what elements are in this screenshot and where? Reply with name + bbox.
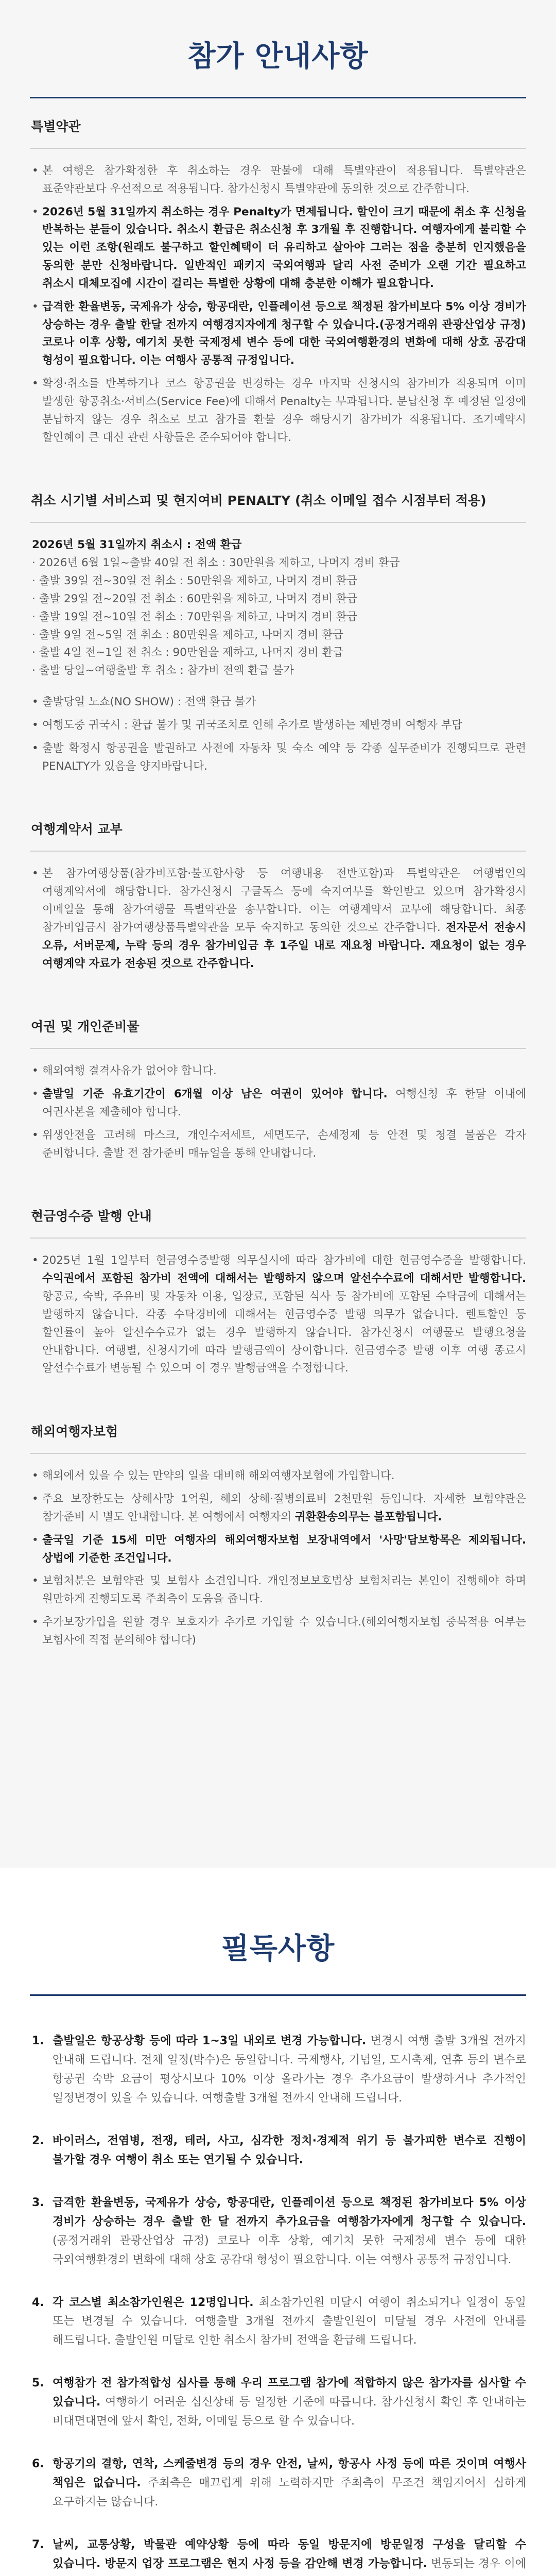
penalty-line: · 출발 39일 전~30일 전 취소 : 50만원을 제하고, 나머지 경비 환급	[32, 574, 358, 588]
info-group	[30, 1167, 526, 1378]
penalty-line: 2026년 5월 31일까지 취소시 : 전액 환급	[32, 538, 242, 552]
item-lead: 출발일은 항공상황 등에 따라 1~3일 내외로 변경 가능합니다.	[53, 2035, 367, 2047]
item-lead: 급격한 환율변동, 국제유가 상승, 항공대란, 인플레이션 등으로 책정된 참가비보다 5% 이상 경비가 상승하는 경우 출발 한 달 전까지 추가요금을 여행참가자에게 청구할 수 있습니다.	[53, 2196, 526, 2228]
info-group	[30, 1383, 526, 1649]
body-text: 출발 확정시 항공권을 발권하고 사전에 자동차 및 숙소 예약 등 각종 실무준비가 진행되므로 관련 PENALTY가 있음을 양지바랍니다.	[42, 741, 526, 773]
emphasis-text: 전자문서 전송시 오류, 서버문제, 누락 등의 경우 참가비입금 후 1주일 내로 재요청 바랍니다. 재요청이 없는 경우 여행계약 자료가 전송된 것으로 간주합니다.	[42, 921, 526, 970]
category-heading: 여행계약서 교부	[31, 822, 123, 837]
item-lead: 여행참가 전 참가적합성 심사를 통해 우리 프로그램 참가에 적합하지 않은 참가자를 심사할 수 있습니다.	[53, 2377, 526, 2409]
item-number: 4.	[32, 2296, 44, 2309]
must-read-section	[0, 1868, 556, 2576]
penalty-line: · 2026년 6월 1일~출발 40일 전 취소 : 30만원을 제하고, 나머지 경비 환급	[32, 556, 400, 570]
body-text: 항공료, 숙박, 주유비 및 자동차 이용, 입장료, 포함된 식사 등 참가비에 포함된 수탁금에 대해서는 발행하지 않습니다. 각종 수탁경비에 대해서는 현금영수증 발행 의무가 없습니다. 렌트할인 등 할인률이 높아 알선수수료가 없는 경우 발행하지 않습니다. 참가신청시 여행물로 발행요청을 안내합니다. 여행별, 신청시기에 따라 발행금액이 상이합니다. 현금영수증 발행 이후 여행 종료시 알선수수료가 변동될 수 있으며 이 경우 발행금액을 수정합니다.	[42, 1290, 526, 1375]
body-text: 출발당일 노쇼(NO SHOW) : 전액 환급 불가	[42, 696, 256, 709]
item-number: 5.	[32, 2377, 44, 2390]
body-text: 2025년 1월 1일부터 현금영수증발행 의무실시에 따라 참가비에 대한 현금영수증을 발행합니다.	[42, 1254, 526, 1267]
category-divider	[30, 1238, 526, 1239]
body-text: 추가보장가입을 원할 경우 보호자가 추가로 가입할 수 있습니다.(해외여행자보험 중복적용 여부는 보험사에 직접 문의해야 합니다)	[42, 1616, 526, 1647]
info-groups	[30, 98, 526, 1650]
info-group	[30, 98, 526, 447]
emphasis-text: 수익권에서 포함된 참가비 전액에 대해서는 발행하지 않으며 알선수수료에 대해서만 발행합니다.	[42, 1272, 526, 1285]
item-detail: 변동되는 경우 이에	[431, 2557, 526, 2571]
body-text: 해외에서 있을 수 있는 만약의 일을 대비해 해외여행자보험에 가입합니다.	[42, 1469, 395, 1483]
category-heading: 해외여행자보험	[31, 1424, 118, 1439]
must-read-item	[30, 2536, 526, 2576]
item-number: 3.	[32, 2196, 44, 2209]
item-number: 6.	[32, 2458, 44, 2471]
item-lead: 날씨, 교통상황, 박물관 예약상황 등에 따라 동일 방문지에 방문일정 구성을 달리할 수 있습니다. 방문지 업장 프로그램은 현지 사정 등을 감안해 변경 가능합니다.	[53, 2538, 526, 2571]
bullet-item	[30, 717, 526, 735]
penalty-line: · 출발 당일~여행출발 후 취소 : 참가비 전액 환급 불가	[32, 664, 294, 677]
item-detail: (공정거래위 관광산업상 규정) 코로나 이후 상황, 예기치 못한 국제정세 변수 등에 대한 국외여행환경의 변화에 대해 상호 공감대 형성이 필요합니다. 이는 여행사 공통적 규정입니다.	[53, 2234, 526, 2266]
penalty-line: · 출발 29일 전~20일 전 취소 : 60만원을 제하고, 나머지 경비 환급	[32, 592, 358, 605]
emphasis-text: 급격한 환율변동, 국제유가 상승, 항공대란, 인플레이션 등으로 책정된 참가비보다 5% 이상 경비가 상승하는 경우 출발 한달 전까지 여행경지자에게 청구할 수 있습니다.(공정거래위 관광산업상 규정) 코로나 이후 상황, 예기치 못한 국제정세 변수 등에 대한 국외여행환경의 변화에 대해 상호 공감대 형성이 필요합니다. 이는 여행사 공통적 규정입니다.	[42, 300, 526, 367]
category-divider	[30, 148, 526, 149]
item-detail: 최소참가인원 미달시 여행이 취소되거나 일정이 동일 또는 변경될 수 있습니다. 여행출발 3개월 전까지 출발인원이 미달될 경우 사전에 안내를 해드립니다. 출발인원 미달로 인한 취소시 참가비 전액을 환급해 드립니다.	[53, 2296, 526, 2347]
bullet-item	[30, 693, 526, 711]
must-read-item	[30, 2032, 526, 2108]
body-text: 주요 보장한도는 상해사망 1억원, 해외 상해·질병의료비 2천만원 등입니다. 자세한 보험약관은 참가준비 시 별도 안내합니다. 본 여행에서 여행자의	[42, 1493, 526, 1523]
must-read-item	[30, 2455, 526, 2512]
bullet-item	[30, 1467, 526, 1485]
section-title: 필독사항	[221, 1932, 335, 1965]
bullet-item	[30, 865, 526, 973]
emphasis-text: 출발일 기준 유효기간이 6개월 이상 남은 여권이 있어야 합니다.	[42, 1088, 388, 1101]
body-text: 확정·취소를 반복하거나 코스 항공권을 변경하는 경우 마지막 신청시의 참가비가 적용되며 이미 발생한 항공취소·서비스(Service Fee)에 대해서 Penalty는 부과됩니다. 분납신청 후 예정된 일정에 분납하지 않는 경우 취소로 보고 참가를 환불 경우 해당시기 참가비가 적용됩니다. 조기예약시 할인혜이 큰 대신 관련 사항들은 준수되어야 합니다.	[42, 377, 526, 444]
bullet-item	[30, 1127, 526, 1163]
item-detail: 주최측은 매끄럽게 위해 노력하지만 주최측이 무조건 책임지어서 심하게 요구하지는 않습니다.	[53, 2477, 526, 2509]
category-heading: 여권 및 개인준비물	[31, 1019, 140, 1035]
bullet-item	[30, 1252, 526, 1378]
body-text: 여행도중 귀국시 : 환급 불가 및 귀국조치로 인해 추가로 발생하는 제반경비 여행자 부담	[42, 718, 463, 732]
emphasis-text: 출국일 기준 15세 미만 여행자의 해외여행자보험 보장내역에서 '사망'담보항목은 제외됩니다. 상법에 기준한 조건입니다.	[42, 1533, 526, 1565]
bullet-item	[30, 162, 526, 198]
emphasis-text: 귀환환송의무는 불포함됩니다.	[294, 1510, 442, 1523]
body-text: 여행신청 후 한달 이내에 여권사본을 제출해야 합니다.	[42, 1088, 526, 1118]
bullet-item	[30, 1062, 526, 1080]
bullet-item	[30, 1614, 526, 1650]
category-divider	[30, 851, 526, 852]
bullet-item	[30, 1490, 526, 1527]
must-read-item	[30, 2294, 526, 2351]
penalty-line: · 출발 4일 전~1일 전 취소 : 90만원을 제하고, 나머지 경비 환급	[32, 646, 343, 659]
category-divider	[30, 522, 526, 523]
section-title: 참가 안내사항	[187, 40, 369, 73]
spacer	[30, 680, 526, 693]
body-text: 본 여행은 참가확정한 후 취소하는 경우 판불에 대해 특별약관이 적용됩니다. 특별약관은 표준약관보다 우선적으로 적용됩니다. 참가신청시 특별약관에 동의한 것으로 간주합니다.	[42, 164, 526, 195]
bullet-item	[30, 204, 526, 293]
category-divider	[30, 1453, 526, 1454]
penalty-line: · 출발 19일 전~10일 전 취소 : 70만원을 제하고, 나머지 경비 환급	[32, 610, 358, 623]
bullet-item	[30, 1572, 526, 1608]
category-divider	[30, 1048, 526, 1049]
bullet-item	[30, 298, 526, 370]
info-group	[30, 452, 526, 775]
info-group	[30, 781, 526, 973]
category-heading: 취소 시기별 서비스피 및 현지여비 PENALTY (취소 이메일 접수 시점부터 적용)	[31, 493, 486, 509]
info-group	[30, 978, 526, 1162]
emphasis-text: 2026년 5월 31일까지 취소하는 경우 Penalty가 면제됩니다. 할인이 크기 때문에 취소 후 신청을 반복하는 분들이 있습니다. 취소시 환급은 취소신청 후 3개월 후 진행합니다. 여행자에게 불리할 수 있는 이런 조항(원래도 불구하고 할인혜택이 더 유리하고 살아야 그러는 점을 충분히 인지했음을 동의한 분만 신청바랍니다. 일반적인 패키지 국외여행과 달리 사전 준비가 오랜 기간 필요하고 취소시 대체모집에 시간이 걸리는 특별한 상황에 대해 충분한 이해가 필요합니다.	[42, 205, 526, 290]
title-divider	[30, 1994, 526, 1996]
bullet-item	[30, 375, 526, 447]
item-detail: 변경시 여행 출발 3개월 전까지 안내해 드립니다. 전체 일정(박수)은 동일합니다. 국제행사, 기념일, 도시축제, 연휴 등의 변수로 항공권 숙박 요금이 평상시보다 10% 이상 올라가는 경우 추가요금이 발생하거나 추가적인 일정변경이 있을 수 있습니다. 여행출발 3개월 전까지 안내해 드립니다.	[53, 2035, 526, 2105]
penalty-line: · 출발 9일 전~5일 전 취소 : 80만원을 제하고, 나머지 경비 환급	[32, 628, 343, 641]
body-text: 위생안전을 고려해 마스크, 개인수저세트, 세면도구, 손세정제 등 안전 및 청결 물품은 각자 준비합니다. 출발 전 참가준비 매뉴얼을 통해 안내합니다.	[42, 1128, 526, 1160]
category-heading: 현금영수증 발행 안내	[31, 1209, 152, 1224]
must-read-list	[30, 2032, 526, 2576]
must-read-item	[30, 2374, 526, 2431]
must-read-item	[30, 2194, 526, 2270]
item-lead: 각 코스별 최소참가인원은 12명입니다.	[53, 2296, 254, 2309]
body-text: 보험처분은 보험약관 및 보험사 소견입니다. 개인정보보호법상 보험처리는 본인이 진행해야 하며 원만하게 진행되도록 주최측이 도움을 줍니다.	[42, 1574, 526, 1606]
bullet-item	[30, 1086, 526, 1122]
item-number: 1.	[32, 2035, 44, 2047]
must-read-item	[30, 2132, 526, 2170]
item-number: 7.	[32, 2538, 44, 2552]
bullet-item	[30, 740, 526, 776]
item-lead: 항공기의 결항, 연착, 스케줄변경 등의 경우 안전, 날씨, 항공사 사정 등에 따른 것이며 여행사 책임은 없습니다.	[53, 2458, 526, 2490]
bullet-item	[30, 1532, 526, 1568]
body-text: 해외여행 결격사유가 없어야 합니다.	[42, 1064, 217, 1078]
category-heading: 특별약관	[31, 119, 81, 134]
item-detail: 여행하기 어려운 심신상태 등 일정한 기준에 따릅니다. 참가신청서 확인 후 안내하는 비대면대면에 앞서 확인, 전화, 이메일 등으로 할 수 있습니다.	[53, 2396, 526, 2428]
item-lead: 바이러스, 전염병, 전쟁, 테러, 사고, 심각한 정치·경제적 위기 등 불가피한 변수로 진행이 불가할 경우 여행이 취소 또는 연기될 수 있습니다.	[53, 2134, 526, 2166]
body-text: 본 참가여행상품(참가비포함·불포함사항 등 여행내용 전반포함)과 특별약관은 여행법인의 여행계약서에 해당합니다. 참가신청시 구글독스 등에 숙지여부를 확인받고 있으며 참가확정시 이메일을 통해 참가여행물 특별약관을 송부합니다. 이는 여행계약서 교부에 해당합니다. 최종 참가비입금시 참가여행상품특별약관을 모두 숙지하고 동의한 것으로 간주합니다.	[42, 867, 526, 934]
item-number: 2.	[32, 2134, 44, 2147]
